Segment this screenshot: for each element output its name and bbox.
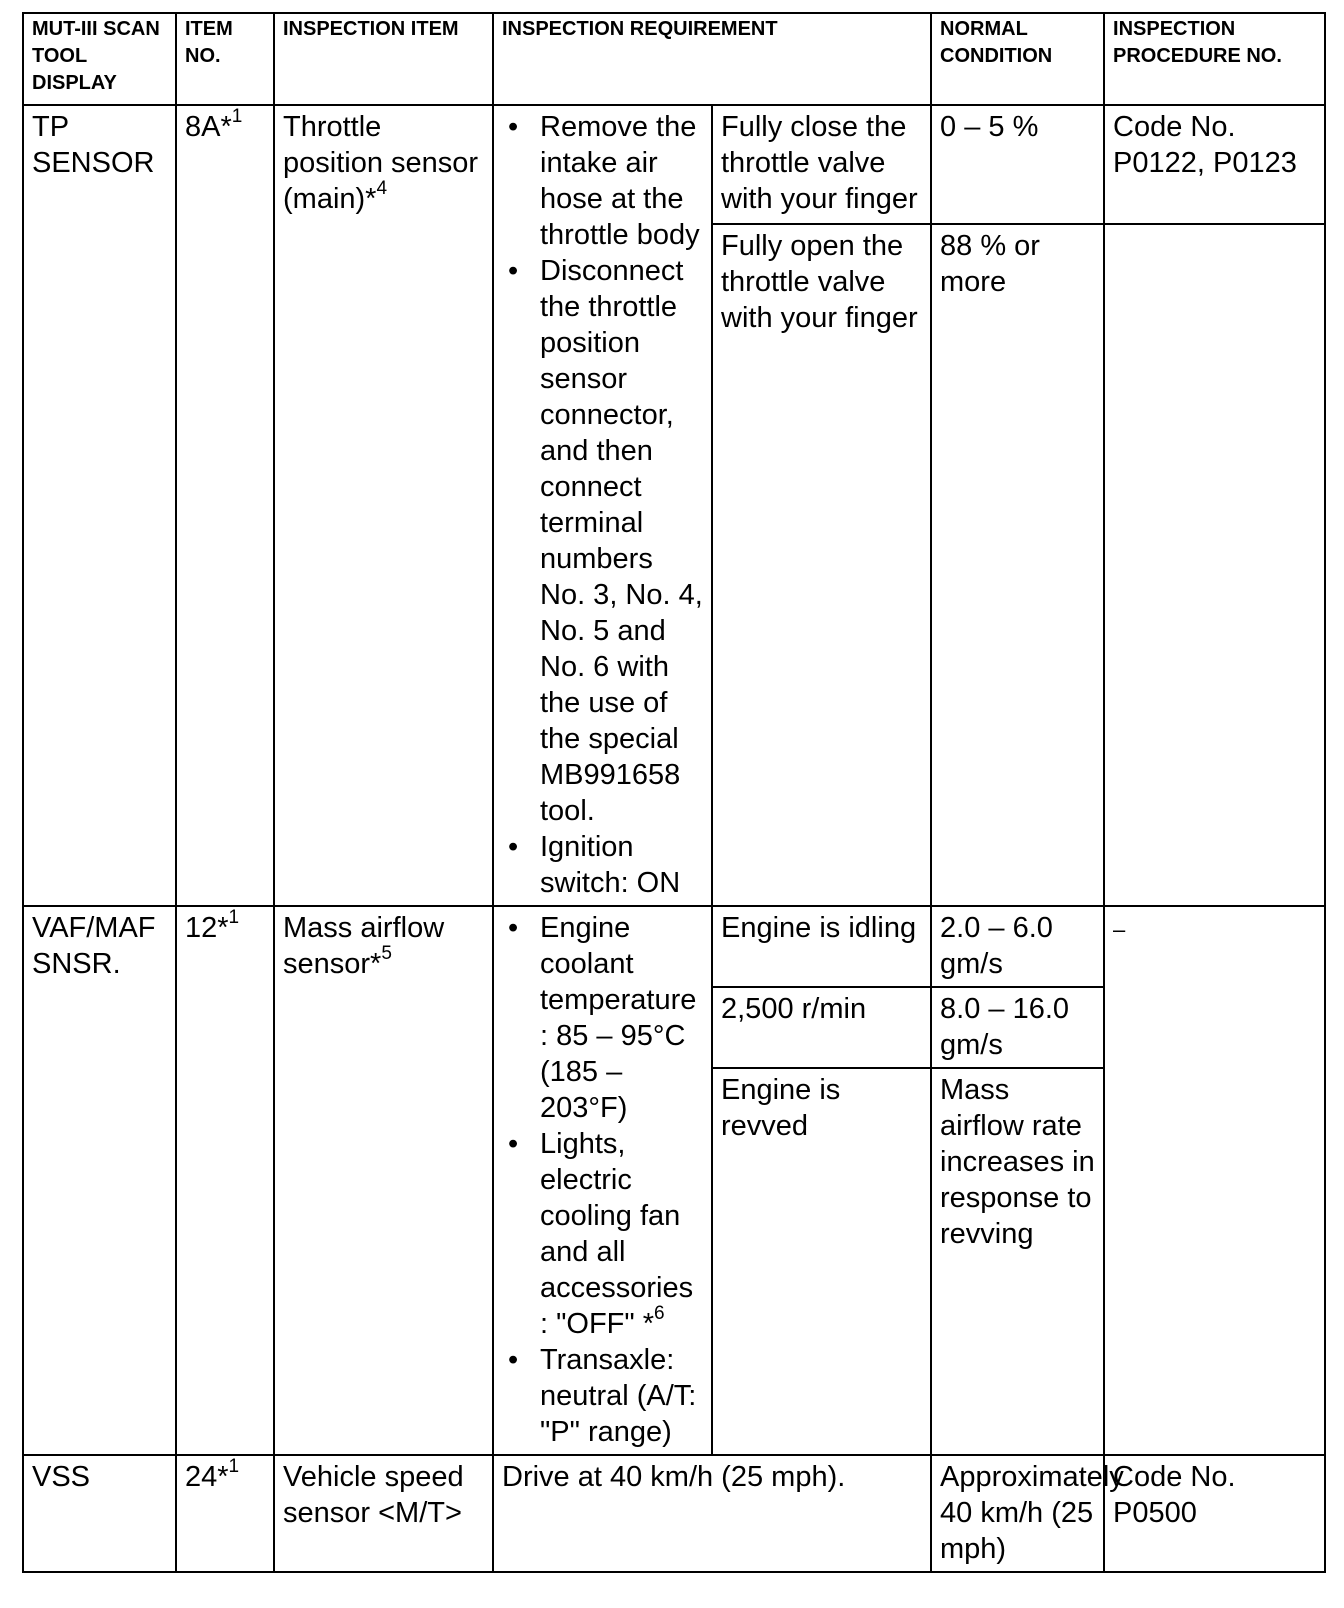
list-item: • Lights, electric cooling fan and all accessories : "OFF" *$^6$ <box>502 1126 703 1342</box>
header-item-no: ITEM NO. <box>176 13 274 105</box>
tp-item-no: 8A*$^1$ <box>176 105 274 906</box>
tp-display: TP SENSOR <box>23 105 176 906</box>
list-item: • Remove the intake air hose at the throttle body <box>502 109 703 253</box>
maf-procedure: – <box>1104 906 1325 1455</box>
tp-condition-open: Fully open the throttle valve with your finger <box>712 224 931 906</box>
maf-normal-revved: Mass airflow rate increases in response to revving <box>931 1068 1104 1455</box>
tp-condition-closed: Fully close the throttle valve with your finger <box>712 105 931 224</box>
list-item: • Transaxle: neutral (A/T: "P" range) <box>502 1342 703 1450</box>
header-display: MUT-III SCAN TOOL DISPLAY <box>23 13 176 105</box>
table-row <box>23 105 1325 224</box>
header-procedure-no: INSPECTION PROCEDURE NO. <box>1104 13 1325 105</box>
tp-procedure-cont <box>1104 224 1325 906</box>
tp-procedure: Code No. P0122, P0123 <box>1104 105 1325 224</box>
maf-inspection-item: Mass airflow sensor*$^5$ <box>274 906 493 1455</box>
vss-requirement: Drive at 40 km/h (25 mph). <box>493 1455 931 1572</box>
list-item: • Disconnect the throttle position sensor connector, and then connect terminal numbers No. 3, No. 4, No. 5 and No. 6 with the use of the special MB991658 tool. <box>502 253 703 829</box>
header-requirement: INSPECTION REQUIREMENT <box>493 13 931 105</box>
maf-requirements <box>493 906 712 1455</box>
vss-procedure: Code No. P0500 <box>1104 1455 1325 1572</box>
tp-requirements <box>493 105 712 906</box>
header-inspection-item: INSPECTION ITEM <box>274 13 493 105</box>
table-row <box>23 1455 1325 1572</box>
maf-display: VAF/MAF SNSR. <box>23 906 176 1455</box>
tp-normal-closed: 0 – 5 % <box>931 105 1104 224</box>
maf-item-no: 12*$^1$ <box>176 906 274 1455</box>
list-item: • Ignition switch: ON <box>502 829 703 901</box>
maf-condition-idle: Engine is idling <box>712 906 931 987</box>
maf-normal-idle: 2.0 – 6.0 gm/s <box>931 906 1104 987</box>
tp-normal-open: 88 % or more <box>931 224 1104 906</box>
maf-condition-2500: 2,500 r/min <box>712 987 931 1068</box>
vss-inspection-item: Vehicle speed sensor <M/T> <box>274 1455 493 1572</box>
header-normal-condition: NORMAL CONDITION <box>931 13 1104 105</box>
vss-item-no: 24*$^1$ <box>176 1455 274 1572</box>
tp-inspection-item: Throttle position sensor (main)*$^4$ <box>274 105 493 906</box>
maf-normal-2500: 8.0 – 16.0 gm/s <box>931 987 1104 1068</box>
vss-normal: Approximately 40 km/h (25 mph) <box>931 1455 1104 1572</box>
vss-display: VSS <box>23 1455 176 1572</box>
table-row <box>23 906 1325 987</box>
inspection-table <box>22 12 1326 1573</box>
maf-condition-revved: Engine is revved <box>712 1068 931 1455</box>
list-item: • Engine coolant temperature : 85 – 95°C (185 – 203°F) <box>502 910 703 1126</box>
header-row <box>23 13 1325 105</box>
